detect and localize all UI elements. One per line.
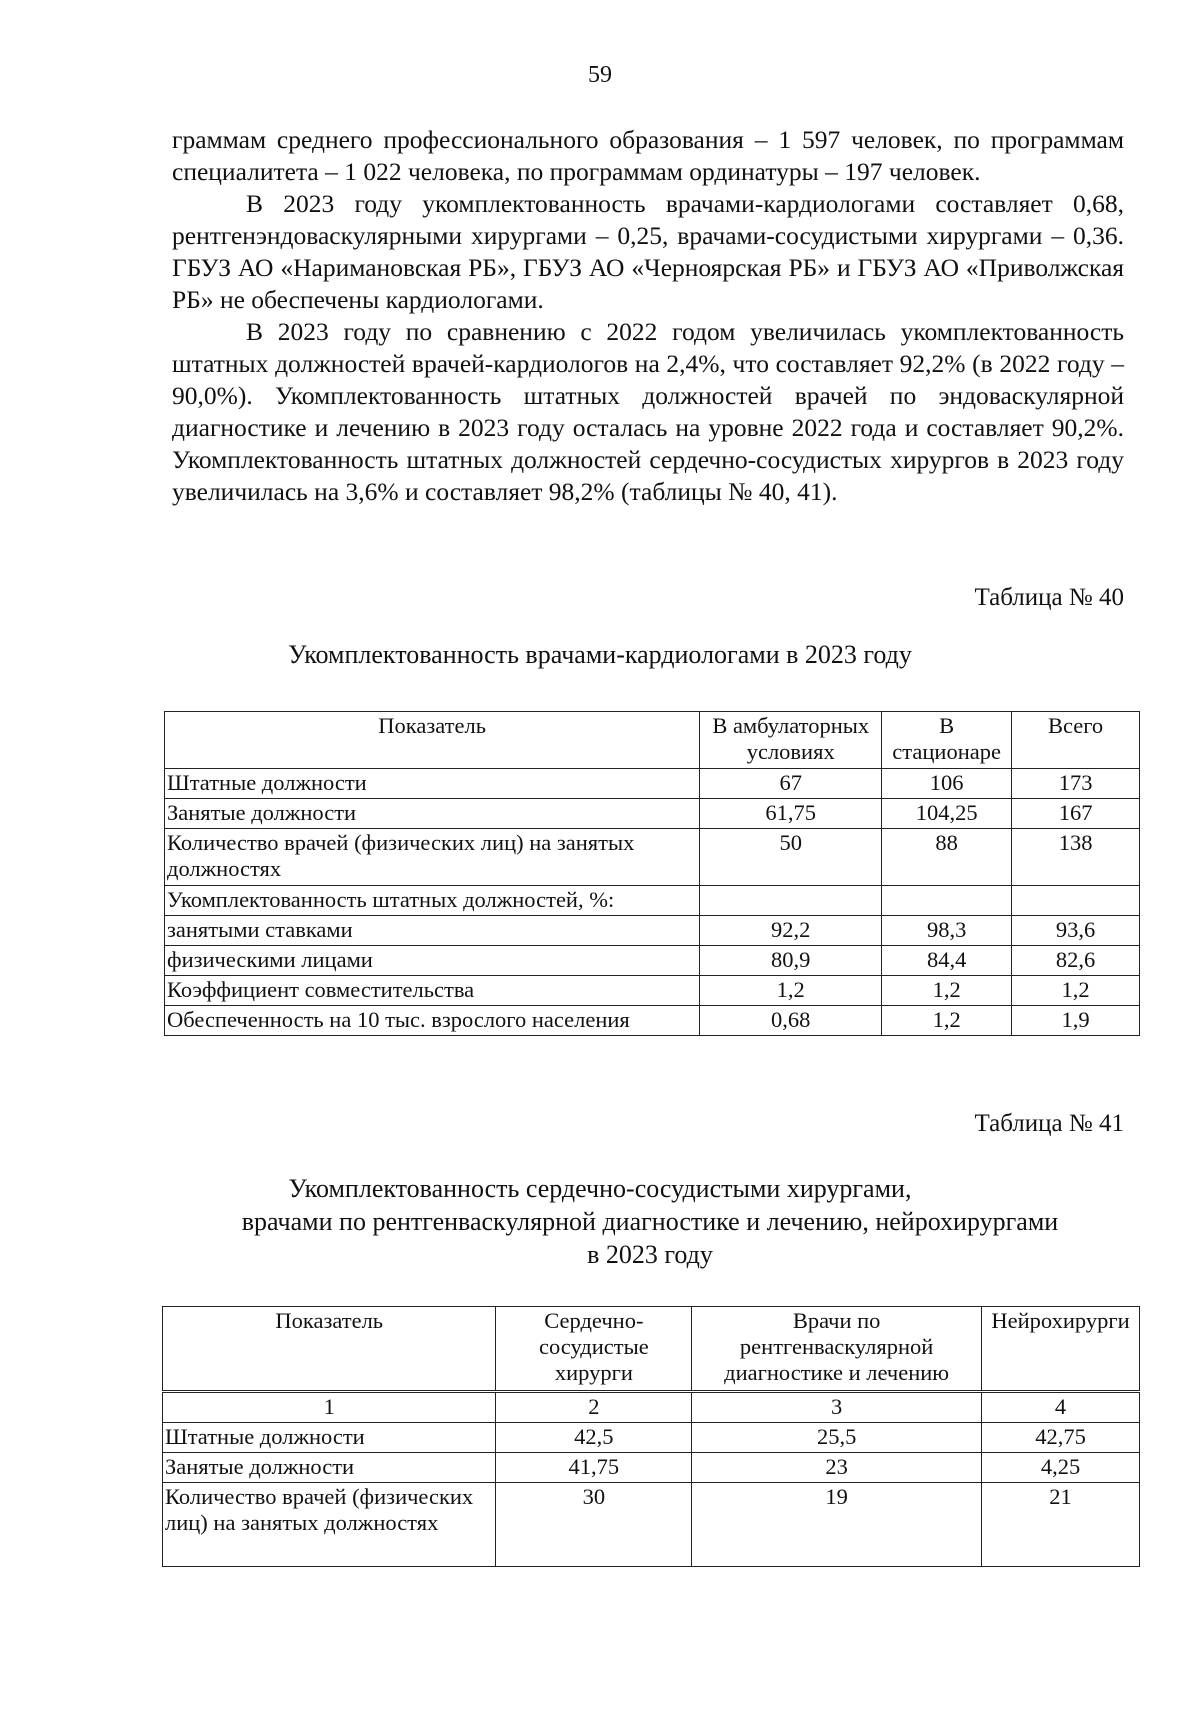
cell: 23: [692, 1453, 982, 1483]
cell: 167: [1012, 799, 1140, 829]
table-41-label: Таблица № 41: [974, 1110, 1124, 1137]
cell: [882, 886, 1012, 916]
header-cell: В стационаре: [882, 712, 1012, 769]
cell: 1,2: [1012, 976, 1140, 1006]
cell: 106: [882, 769, 1012, 799]
cell: 1,2: [700, 976, 882, 1006]
paragraph-2: В 2023 году укомплектованность врачами-кардиологами составляет 0,68, рентгенэндоваскулярными хирургами – 0,25, врачами-сосудистыми хирургами – 0,36. ГБУЗ АО «Наримановская РБ», ГБУЗ АО «Черноярская РБ» и ГБУЗ АО «Приволжская РБ» не обеспечены кардиологами.: [172, 189, 1124, 314]
row-label: Укомплектованность штатных должностей, %:: [165, 886, 700, 916]
table-41-title-line-2: врачами по рентгенваскулярной диагностике и лечению, нейрохирургами: [241, 1207, 1059, 1236]
cell: 50: [700, 829, 882, 886]
row-label: Штатные должности: [165, 769, 700, 799]
table-row: [165, 769, 1140, 799]
table-41-title-line-3: в 2023 году: [587, 1240, 713, 1269]
row-label: физическими лицами: [165, 946, 700, 976]
cell: 19: [692, 1483, 982, 1567]
row-label: Обеспеченность на 10 тыс. взрослого населения: [165, 1006, 700, 1036]
cell: 42,5: [496, 1423, 692, 1453]
table-row: [165, 886, 1140, 916]
cell: 4,25: [982, 1453, 1140, 1483]
cell: 173: [1012, 769, 1140, 799]
page-number: 59: [588, 62, 612, 88]
cell: 1,9: [1012, 1006, 1140, 1036]
column-number: 3: [692, 1392, 982, 1423]
cell: 1,2: [882, 976, 1012, 1006]
cell: [700, 886, 882, 916]
table-header-row: [165, 712, 1140, 769]
row-label: занятыми ставками: [165, 916, 700, 946]
paragraph-1: граммам среднего профессионального образования – 1 597 человек, по программам специалитета – 1 022 человека, по программам ординатуры – 197 человек.: [172, 125, 1124, 186]
cell: 61,75: [700, 799, 882, 829]
table-41: [162, 1306, 1140, 1567]
cell: 88: [882, 829, 1012, 886]
cell: 92,2: [700, 916, 882, 946]
table-41-title-line-1: Укомплектованность сердечно-сосудистыми хирургами,: [288, 1174, 912, 1203]
cell: 30: [496, 1483, 692, 1567]
row-label: Количество врачей (физических лиц) на занятых должностях: [163, 1483, 496, 1567]
header-cell: Всего: [1012, 712, 1140, 769]
row-label: Штатные должности: [163, 1423, 496, 1453]
table-40: [164, 711, 1140, 1036]
cell: 84,4: [882, 946, 1012, 976]
cell: 1,2: [882, 1006, 1012, 1036]
table-row: [165, 1006, 1140, 1036]
cell: 42,75: [982, 1423, 1140, 1453]
cell: 98,3: [882, 916, 1012, 946]
cell: 82,6: [1012, 946, 1140, 976]
cell: 25,5: [692, 1423, 982, 1453]
cell: 21: [982, 1483, 1140, 1567]
table-header-row: [163, 1307, 1140, 1392]
paragraph-3: В 2023 году по сравнению с 2022 годом увеличилась укомплектованность штатных должностей врачей-кардиологов на 2,4%, что составляет 92,2% (в 2022 году – 90,0%). Укомплектованность штатных должностей врачей по эндоваскулярной диагностике и лечению в 2023 году осталась на уровне 2022 года и составляет 90,2%. Укомплектованность штатных должностей сердечно-сосудистых хирургов в 2023 году увеличилась на 3,6% и составляет 98,2% (таблицы № 40, 41).: [172, 317, 1124, 506]
cell: 104,25: [882, 799, 1012, 829]
row-label: Коэффициент совместительства: [165, 976, 700, 1006]
header-cell: Врачи по рентгенваскулярной диагностике и лечению: [692, 1307, 982, 1392]
header-cell: В амбулаторных условиях: [700, 712, 882, 769]
column-number: 1: [163, 1392, 496, 1423]
table-row: [163, 1453, 1140, 1483]
table-row: [165, 916, 1140, 946]
table-40-label: Таблица № 40: [974, 584, 1124, 611]
table-row: [163, 1483, 1140, 1567]
table-row: [165, 946, 1140, 976]
header-cell: Показатель: [165, 712, 700, 769]
cell: 0,68: [700, 1006, 882, 1036]
table-row: [163, 1423, 1140, 1453]
cell: 67: [700, 769, 882, 799]
header-cell: Показатель: [163, 1307, 496, 1392]
column-number: 4: [982, 1392, 1140, 1423]
table-row: [165, 976, 1140, 1006]
table-row: [165, 799, 1140, 829]
table-40-title: Укомплектованность врачами-кардиологами в 2023 году: [288, 640, 912, 669]
column-number-row: [163, 1392, 1140, 1423]
row-label: Занятые должности: [163, 1453, 496, 1483]
header-cell: Нейрохирурги: [982, 1307, 1140, 1392]
row-label: Количество врачей (физических лиц) на занятых должностях: [165, 829, 700, 886]
cell: 80,9: [700, 946, 882, 976]
row-label: Занятые должности: [165, 799, 700, 829]
column-number: 2: [496, 1392, 692, 1423]
cell: 41,75: [496, 1453, 692, 1483]
header-cell: Сердечно-сосудистые хирурги: [496, 1307, 692, 1392]
cell: 93,6: [1012, 916, 1140, 946]
table-row: [165, 829, 1140, 886]
cell: 138: [1012, 829, 1140, 886]
cell: [1012, 886, 1140, 916]
